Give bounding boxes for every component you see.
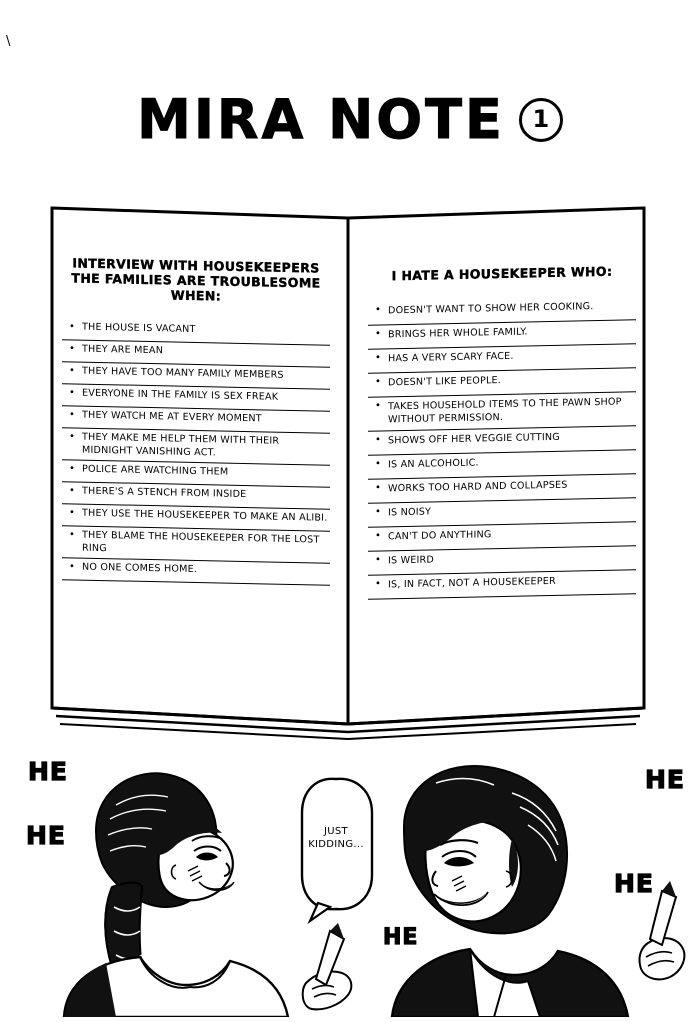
right-page-heading: I HATE A HOUSEKEEPER WHO: — [391, 263, 613, 284]
list-item: • DOESN'T WANT TO SHOW HER COOKING. — [368, 296, 636, 326]
list-item: • TAKES HOUSEHOLD ITEMS TO THE PAWN SHOP WITHOUT PERMISSION. — [368, 392, 636, 432]
characters-illustration — [0, 735, 700, 1017]
list-item: • THEY MAKE ME HELP THEM WITH THEIR MIDNIGHT VANISHING ACT. — [62, 428, 330, 466]
laugh-text: HE — [383, 925, 419, 950]
page-title — [0, 88, 700, 151]
speech-bubble — [300, 777, 372, 905]
list-item: • IS WEIRD — [368, 546, 636, 576]
corner-mark: \ — [6, 34, 11, 49]
left-page-list — [62, 318, 330, 586]
open-book-illustration — [48, 196, 652, 741]
list-item: • THERE'S A STENCH FROM INSIDE — [62, 482, 330, 510]
female-character — [64, 773, 288, 1017]
list-item: • IS, IN FACT, NOT A HOUSEKEEPER — [368, 570, 636, 600]
list-item: • THE HOUSE IS VACANT — [62, 318, 330, 346]
list-item: • WORKS TOO HARD AND COLLAPSES — [368, 474, 636, 504]
laugh-text: HE — [614, 869, 655, 898]
laugh-text: HE — [28, 757, 69, 786]
list-item: • THEY HAVE TOO MANY FAMILY MEMBERS — [62, 362, 330, 390]
volume-badge: 1 — [519, 98, 563, 142]
left-page-heading: INTERVIEW WITH HOUSEKEEPERS THE FAMILIES ARE TROUBLESOME WHEN: — [71, 255, 321, 304]
book-right-page — [368, 193, 636, 719]
speech-bubble-text: JUST KIDDING... — [308, 826, 364, 850]
list-item: • THEY ARE MEAN — [62, 340, 330, 368]
list-item: • POLICE ARE WATCHING THEM — [62, 460, 330, 488]
list-item: • NO ONE COMES HOME. — [62, 558, 330, 586]
laugh-text: HE — [645, 765, 686, 794]
laugh-text: HE — [26, 821, 67, 850]
list-item: • DOESN'T LIKE PEOPLE. — [368, 368, 636, 398]
left-hand-with-pen — [303, 923, 352, 1009]
list-item: • HAS A VERY SCARY FACE. — [368, 344, 636, 374]
list-item: • IS NOISY — [368, 498, 636, 528]
list-item: • IS AN ALCOHOLIC. — [368, 450, 636, 480]
right-page-list — [368, 296, 636, 600]
book-left-page — [62, 193, 330, 719]
list-item: • CAN'T DO ANYTHING — [368, 522, 636, 552]
male-character — [392, 766, 628, 1017]
list-item: • THEY BLAME THE HOUSEKEEPER FOR THE LOST RING — [62, 526, 330, 564]
list-item: • SHOWS OFF HER VEGGIE CUTTING — [368, 426, 636, 456]
list-item: • BRINGS HER WHOLE FAMILY. — [368, 320, 636, 350]
title-text: MIRA NOTE — [137, 88, 505, 151]
list-item: • EVERYONE IN THE FAMILY IS SEX FREAK — [62, 384, 330, 412]
list-item: • THEY WATCH ME AT EVERY MOMENT — [62, 406, 330, 434]
list-item: • THEY USE THE HOUSEKEEPER TO MAKE AN ALIBI. — [62, 504, 330, 532]
